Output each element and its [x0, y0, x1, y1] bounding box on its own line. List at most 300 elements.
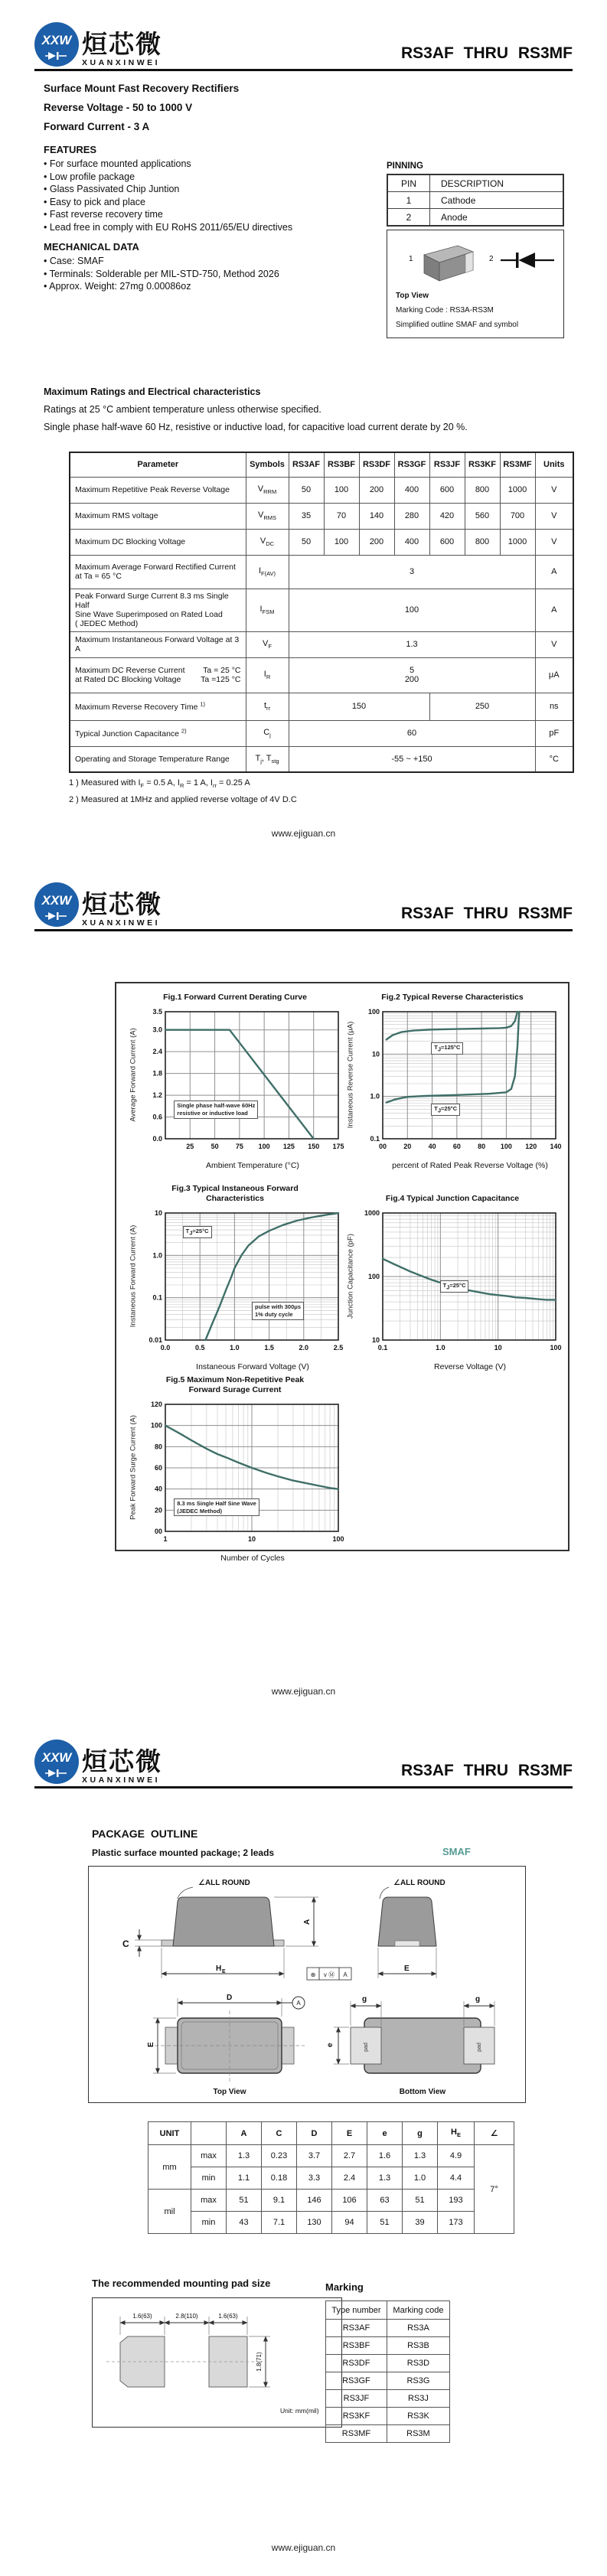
symbol-cell: $t_{rr}$ — [246, 693, 289, 720]
column-header — [191, 2122, 227, 2145]
parameter-text: Peak Forward Surge Current 8.3 ms Single Half — [75, 592, 229, 610]
parameter-cell — [70, 693, 246, 720]
table-row — [70, 503, 573, 529]
column-header: RS3GF — [394, 452, 429, 477]
value-cell: 800 — [465, 529, 500, 555]
value-cell: 150 — [289, 693, 429, 720]
dimension-value: 130 — [297, 2212, 332, 2234]
unit-cell: V — [535, 477, 573, 503]
symbol-cell: $C_j$ — [246, 720, 289, 746]
dim-D-label: D — [227, 1994, 233, 2002]
dim-HE-sub: E — [222, 1969, 226, 1974]
column-header: C — [262, 2122, 297, 2145]
figure-ylabel: Instaneous Forward Current (A) — [129, 1224, 138, 1328]
dimension-value: 39 — [403, 2212, 438, 2234]
logo-circle — [34, 22, 79, 67]
parameter-cell — [70, 555, 246, 589]
value-line: 100 — [404, 605, 419, 615]
figure-plot-area — [127, 1207, 343, 1361]
figure-fig5 — [127, 1375, 343, 1563]
parameter-cell — [70, 529, 246, 555]
parameter-text: Sine Wave Superimposed on Rated Load — [75, 610, 223, 619]
dimension-value: 2.4 — [332, 2167, 367, 2190]
dimension-value: 63 — [367, 2190, 403, 2212]
value-cell: 1000 — [500, 477, 535, 503]
unit-cell: A — [535, 589, 573, 631]
svg-text:1.0: 1.0 — [436, 1344, 445, 1352]
svg-text:125: 125 — [282, 1143, 295, 1150]
marking-code: RS3G — [387, 2372, 449, 2390]
table-row — [70, 477, 573, 503]
svg-text:10: 10 — [154, 1209, 162, 1217]
svg-text:1.0: 1.0 — [152, 1251, 162, 1260]
subtitle-line: Forward Current - 3 A — [44, 121, 150, 132]
table-row — [70, 589, 573, 631]
parameter-text: Maximum Average Forward Rectified Current — [75, 562, 236, 572]
column-header: Type number — [326, 2301, 387, 2320]
svg-text:1000: 1000 — [364, 1209, 380, 1217]
svg-text:0.6: 0.6 — [152, 1113, 162, 1121]
svg-text:40: 40 — [428, 1143, 436, 1150]
dimension-value: 146 — [297, 2190, 332, 2212]
value-cell: 420 — [429, 503, 465, 529]
unit-cell: pF — [535, 720, 573, 746]
value-cell: 1000 — [500, 529, 535, 555]
figure-title-line: Fig.3 Typical Instaneous Forward — [171, 1184, 299, 1193]
table-row — [326, 2425, 450, 2443]
table-row — [70, 631, 573, 657]
feature-item: • For surface mounted applications — [44, 158, 191, 169]
part-number-title: RS3AF THRU RS3MF — [400, 44, 573, 62]
svg-text:60: 60 — [154, 1464, 162, 1472]
figure-xlabel: Reverse Voltage (V) — [434, 1362, 506, 1371]
logo-xxw-text: XXW — [41, 33, 72, 47]
all-round-label: ∠ALL ROUND — [198, 1879, 250, 1887]
table-header-row — [326, 2301, 450, 2320]
tolerance-cell: ⊕ — [310, 1971, 316, 1978]
value-cell: 250 — [429, 693, 535, 720]
dimension-value: 7.1 — [262, 2212, 297, 2234]
top-view-caption: Top View — [213, 2088, 246, 2096]
unit-cell: mm — [148, 2145, 191, 2190]
value-cell: 560 — [465, 503, 500, 529]
top-view-label: Top View — [396, 292, 429, 300]
figure-title-line: Fig.1 Forward Current Derating Curve — [163, 993, 307, 1002]
parameter-condition: Ta =125 °C — [201, 675, 241, 684]
svg-text:120: 120 — [150, 1400, 162, 1408]
pad-label: pad — [364, 2043, 369, 2052]
tolerance-cell: v Ⓜ — [323, 1971, 335, 1978]
svg-text:10: 10 — [247, 1535, 256, 1543]
fig5-plot — [138, 1398, 344, 1551]
parameter-line — [75, 511, 241, 520]
fig2-plot — [355, 1006, 562, 1159]
figure-title-line: Fig.2 Typical Reverse Characteristics — [381, 993, 524, 1002]
figure-title — [127, 1184, 343, 1204]
value-line: 60 — [406, 729, 417, 738]
value-cell: 800 — [465, 477, 500, 503]
feature-item: • Easy to pick and place — [44, 196, 145, 207]
features-heading: FEATURES — [44, 144, 97, 155]
column-header: e — [367, 2122, 403, 2145]
dimension-value: 1.3 — [403, 2145, 438, 2167]
symbol-cell: $I_{F(AV)}$ — [246, 555, 289, 589]
svg-text:25: 25 — [186, 1143, 194, 1150]
unit-cell: V — [535, 631, 573, 657]
value-line: 1.3 — [406, 640, 418, 649]
svg-text:0.1: 0.1 — [370, 1135, 380, 1143]
dimension-value: 2.7 — [332, 2145, 367, 2167]
parameter-line — [75, 728, 241, 739]
svg-text:0.1: 0.1 — [377, 1344, 388, 1352]
svg-text:00: 00 — [378, 1143, 387, 1150]
package-3d-icon — [418, 241, 482, 285]
page1-header — [34, 20, 573, 71]
part-number-title: RS3AF THRU RS3MF — [400, 905, 573, 922]
dim-g-label: g — [361, 1995, 367, 2004]
column-header: Symbols — [246, 452, 289, 477]
table-header-row — [148, 2122, 514, 2145]
minmax-cell: max — [191, 2145, 227, 2167]
footer-url[interactable]: www.ejiguan.cn — [271, 1686, 336, 1697]
svg-text:1: 1 — [163, 1535, 168, 1543]
table-row — [148, 2190, 514, 2212]
page2-header — [34, 880, 573, 931]
feature-item: • Low profile package — [44, 171, 135, 182]
svg-text:0.0: 0.0 — [160, 1344, 171, 1352]
fig5-annotation: 8.3 ms Single Half Sine Wave (JEDEC Method) — [174, 1498, 259, 1517]
value-line: 200 — [404, 675, 419, 684]
parameter-cell — [70, 657, 246, 693]
all-round-label: ∠ALL ROUND — [393, 1879, 445, 1887]
package-outline-heading: PACKAGE OUTLINE — [92, 1828, 198, 1840]
ratings-condition: Single phase half-wave 60 Hz, resistive or inductive load, for capacitive load current derate by 20 %. — [44, 422, 468, 432]
unit-cell: °C — [535, 746, 573, 772]
minmax-cell: min — [191, 2212, 227, 2234]
company-name-en: XUANXINWEI — [82, 1775, 161, 1785]
parameter-line — [75, 755, 241, 764]
unit-cell: V — [535, 503, 573, 529]
dimension-value: 0.23 — [262, 2145, 297, 2167]
column-header: RS3JF — [429, 452, 465, 477]
svg-text:0.5: 0.5 — [194, 1344, 205, 1352]
logo-diode-icon — [45, 51, 68, 60]
dimension-value: 4.9 — [438, 2145, 475, 2167]
column-header: Units — [535, 452, 573, 477]
svg-text:120: 120 — [525, 1143, 537, 1150]
footnote: 2 ) Measured at 1MHz and applied reverse voltage of 4V D.C — [69, 795, 297, 805]
marking-code: RS3A — [387, 2320, 449, 2337]
svg-text:20: 20 — [403, 1143, 412, 1150]
symbol-cell: $V_{DC}$ — [246, 529, 289, 555]
fig3-annotation: pulse with 300μs 1% duty cycle — [252, 1302, 304, 1320]
datum-a-label: A — [296, 2000, 301, 2007]
parameter-cell — [70, 503, 246, 529]
value-line: -55 ~ +150 — [391, 754, 432, 764]
company-logo — [34, 882, 162, 927]
figure-fig4 — [344, 1194, 560, 1371]
figure-xlabel: Ambient Temperature (°C) — [206, 1161, 299, 1170]
svg-text:1.0: 1.0 — [370, 1092, 380, 1101]
parameter-line — [75, 701, 241, 712]
table-row — [70, 657, 573, 693]
ratings-table — [69, 452, 574, 773]
svg-text:100: 100 — [258, 1143, 270, 1150]
column-header: $H_E$ — [438, 2122, 475, 2145]
column-header: RS3BF — [324, 452, 359, 477]
marking-code: RS3J — [387, 2390, 449, 2408]
ratings-condition: Ratings at 25 °C ambient temperature unless otherwise specified. — [44, 404, 321, 415]
dimension-value: 1.0 — [403, 2167, 438, 2190]
dimension-value: 1.1 — [227, 2167, 262, 2190]
package-name-badge: SMAF — [442, 1846, 471, 1857]
type-number: RS3MF — [326, 2425, 387, 2443]
ratings-notes — [69, 776, 297, 807]
dimension-value: 1.3 — [367, 2167, 403, 2190]
pin-number: 2 — [387, 209, 430, 227]
pad-dim-mid: 2.8(110) — [175, 2313, 198, 2320]
mechanical-item: • Case: SMAF — [44, 256, 104, 266]
table-row — [387, 192, 563, 209]
fig3-annotation: $T_J=25^\circ C$ — [183, 1226, 212, 1238]
parameter-text: at Ta = 65 °C — [75, 572, 122, 581]
svg-text:100: 100 — [150, 1421, 162, 1430]
column-header: E — [332, 2122, 367, 2145]
value-cell: 700 — [500, 503, 535, 529]
dimension-table — [148, 2121, 514, 2234]
column-header: A — [227, 2122, 262, 2145]
value-cell — [289, 555, 535, 589]
table-row — [148, 2212, 514, 2234]
fig3-plot — [138, 1207, 344, 1360]
logo-circle — [34, 882, 79, 927]
column-header: ∠ — [475, 2122, 514, 2145]
svg-text:3.5: 3.5 — [152, 1008, 162, 1016]
figure-xlabel: percent of Rated Peak Reverse Voltage (%) — [392, 1161, 548, 1170]
svg-text:2.4: 2.4 — [152, 1048, 162, 1056]
company-name-cn: 烜芯微 — [82, 889, 162, 918]
company-name-cn: 烜芯微 — [82, 29, 162, 58]
dim-E-label: E — [404, 1965, 410, 1973]
mechanical-list — [44, 255, 279, 293]
table-row — [326, 2355, 450, 2372]
table-row — [70, 555, 573, 589]
svg-text:0.01: 0.01 — [148, 1336, 162, 1344]
parameter-cell — [70, 720, 246, 746]
table-row — [326, 2408, 450, 2425]
svg-text:0.1: 0.1 — [152, 1293, 162, 1302]
svg-text:80: 80 — [478, 1143, 486, 1150]
subtitle-block — [44, 79, 239, 136]
pinning-heading: PINNING — [387, 161, 423, 171]
parameter-cell — [70, 631, 246, 657]
figure-ylabel: Average Forward Current (A) — [129, 1028, 138, 1122]
figure-title — [344, 1194, 560, 1204]
figure-title-line: Fig.5 Maximum Non-Repetitive Peak — [165, 1375, 305, 1384]
company-name-en: XUANXINWEI — [82, 57, 161, 67]
dimension-value: 173 — [438, 2212, 475, 2234]
figure-plot-area — [344, 1207, 560, 1361]
minmax-cell: min — [191, 2167, 227, 2190]
table-row — [326, 2337, 450, 2355]
dimension-value: 193 — [438, 2190, 475, 2212]
mechanical-item: • Terminals: Solderable per MIL-STD-750, Method 2026 — [44, 268, 279, 279]
unit-cell: mil — [148, 2190, 191, 2234]
logo-xxw-text: XXW — [41, 893, 72, 908]
dim-E-label: E — [147, 2042, 155, 2047]
parameter-text: Maximum RMS voltage — [75, 511, 158, 520]
footer-url[interactable]: www.ejiguan.cn — [271, 828, 336, 839]
dimension-value: 3.7 — [297, 2145, 332, 2167]
package-outline-drawing — [89, 1867, 522, 2099]
diode-symbol-icon — [499, 250, 556, 270]
outline-symbol-box — [387, 230, 564, 338]
value-cell: 600 — [429, 477, 465, 503]
figure-ylabel: Instaneous Reverse Current (μA) — [346, 1021, 355, 1129]
parameter-text: Maximum Repetitive Peak Reverse Voltage — [75, 485, 230, 494]
unit-cell: V — [535, 529, 573, 555]
dimension-value: 4.4 — [438, 2167, 475, 2190]
parameter-line — [75, 562, 241, 572]
value-cell: 35 — [289, 503, 324, 529]
feature-item: • Glass Passivated Chip Juntion — [44, 184, 180, 194]
svg-text:20: 20 — [154, 1506, 162, 1515]
mounting-pad-heading: The recommended mounting pad size — [92, 2278, 271, 2289]
svg-text:100: 100 — [367, 1273, 380, 1280]
dimension-value: 1.3 — [227, 2145, 262, 2167]
figure-fig2 — [344, 993, 560, 1170]
pin-description: Cathode — [430, 192, 564, 209]
value-cell: 280 — [394, 503, 429, 529]
dim-C-label: C — [122, 1939, 129, 1949]
table-row — [70, 529, 573, 555]
dimension-value: 94 — [332, 2212, 367, 2234]
features-section — [44, 144, 292, 233]
parameter-cell — [70, 589, 246, 631]
svg-text:100: 100 — [550, 1344, 562, 1352]
column-header: RS3AF — [289, 452, 324, 477]
value-cell: 200 — [359, 529, 394, 555]
company-name-en: XUANXINWEI — [82, 918, 161, 928]
figure-fig1 — [127, 993, 343, 1170]
dimension-value: 106 — [332, 2190, 367, 2212]
features-list — [44, 158, 292, 233]
parameter-line — [75, 485, 241, 494]
figure-title — [127, 1375, 343, 1395]
value-line: 5 — [409, 666, 415, 675]
parameter-line — [75, 610, 241, 619]
parameter-cell — [70, 477, 246, 503]
dimension-value: 43 — [227, 2212, 262, 2234]
logo-text-block — [82, 1746, 162, 1785]
mechanical-section — [44, 241, 279, 293]
subtitle-line: Reverse Voltage - 50 to 1000 V — [44, 102, 193, 113]
svg-text:10: 10 — [371, 1050, 380, 1058]
svg-text:10: 10 — [371, 1336, 380, 1344]
dim-e-label: e — [326, 2043, 335, 2047]
parameter-text: Maximum DC Blocking Voltage — [75, 537, 186, 546]
svg-text:2.5: 2.5 — [333, 1344, 344, 1352]
part-number-title: RS3AF THRU RS3MF — [400, 1762, 573, 1779]
type-number: RS3AF — [326, 2320, 387, 2337]
column-header: D — [297, 2122, 332, 2145]
company-logo — [34, 1740, 162, 1784]
symbol-cell: $I_{FSM}$ — [246, 589, 289, 631]
svg-text:100: 100 — [500, 1143, 512, 1150]
footnote: 1 ) Measured with $I_F = 0.5$ A, $I_R = 1$ A, $I_{rr} = 0.25$ A — [69, 778, 250, 790]
angle-value: 7° — [475, 2145, 514, 2234]
parameter-text: at Rated DC Blocking Voltage — [75, 675, 181, 684]
figure-plot-area — [127, 1006, 343, 1160]
type-number: RS3JF — [326, 2390, 387, 2408]
column-header: PIN — [387, 174, 430, 192]
marking-code: RS3M — [387, 2425, 449, 2443]
symbol-cell: $V_{RRM}$ — [246, 477, 289, 503]
marking-code-label: Marking Code : RS3A-RS3M — [396, 306, 494, 315]
table-row — [387, 209, 563, 227]
pad-dim-right: 1.6(63) — [218, 2313, 238, 2320]
pad-unit-note: Unit: mm(mil) — [280, 2407, 319, 2415]
marking-code: RS3D — [387, 2355, 449, 2372]
tolerance-cell: A — [343, 1971, 348, 1978]
symbol-cell: $I_R$ — [246, 657, 289, 693]
value-cell: 70 — [324, 503, 359, 529]
table-row — [70, 720, 573, 746]
figure-plot-area — [344, 1006, 560, 1160]
value-line: 3 — [409, 567, 415, 576]
svg-text:100: 100 — [367, 1008, 380, 1016]
table-row — [326, 2372, 450, 2390]
figure-xlabel: Instaneous Forward Voltage (V) — [196, 1362, 309, 1371]
bottom-view-caption: Bottom View — [399, 2088, 446, 2096]
pinning-table-wrap — [387, 174, 564, 227]
pin2-label: 2 — [489, 255, 494, 263]
column-header: Parameter — [70, 452, 246, 477]
figure-ylabel: Junction Capacitance (pF) — [346, 1234, 355, 1319]
fig1-plot — [138, 1006, 344, 1159]
value-cell: 50 — [289, 477, 324, 503]
fig2-annotation: $T_J=25^\circ C$ — [431, 1104, 460, 1116]
table-row — [70, 746, 573, 772]
table-header-row — [70, 452, 573, 477]
mechanical-heading: MECHANICAL DATA — [44, 241, 139, 253]
parameter-line — [75, 572, 241, 581]
dim-g-label: g — [475, 1995, 481, 2004]
mounting-pad-box — [92, 2297, 342, 2428]
package-outline-box — [88, 1866, 526, 2103]
dimension-value: 51 — [403, 2190, 438, 2212]
logo-diode-icon — [45, 1769, 68, 1778]
parameter-line — [75, 666, 241, 675]
svg-text:140: 140 — [550, 1143, 562, 1150]
figure-title-line: Characteristics — [206, 1194, 264, 1203]
footer-url[interactable]: www.ejiguan.cn — [271, 2542, 336, 2553]
package-subheading: Plastic surface mounted package; 2 leads — [92, 1847, 275, 1858]
dimension-value: 51 — [227, 2190, 262, 2212]
table-row — [148, 2167, 514, 2190]
svg-text:1.2: 1.2 — [152, 1091, 162, 1100]
fig3-series-vf — [205, 1213, 338, 1340]
svg-text:80: 80 — [154, 1443, 162, 1451]
value-cell — [289, 720, 535, 746]
value-cell: 100 — [324, 477, 359, 503]
value-cell: 100 — [324, 529, 359, 555]
value-cell: 200 — [359, 477, 394, 503]
svg-text:3.0: 3.0 — [152, 1026, 162, 1034]
svg-text:1.8: 1.8 — [152, 1069, 162, 1078]
dimension-value: 1.6 — [367, 2145, 403, 2167]
value-cell — [289, 631, 535, 657]
